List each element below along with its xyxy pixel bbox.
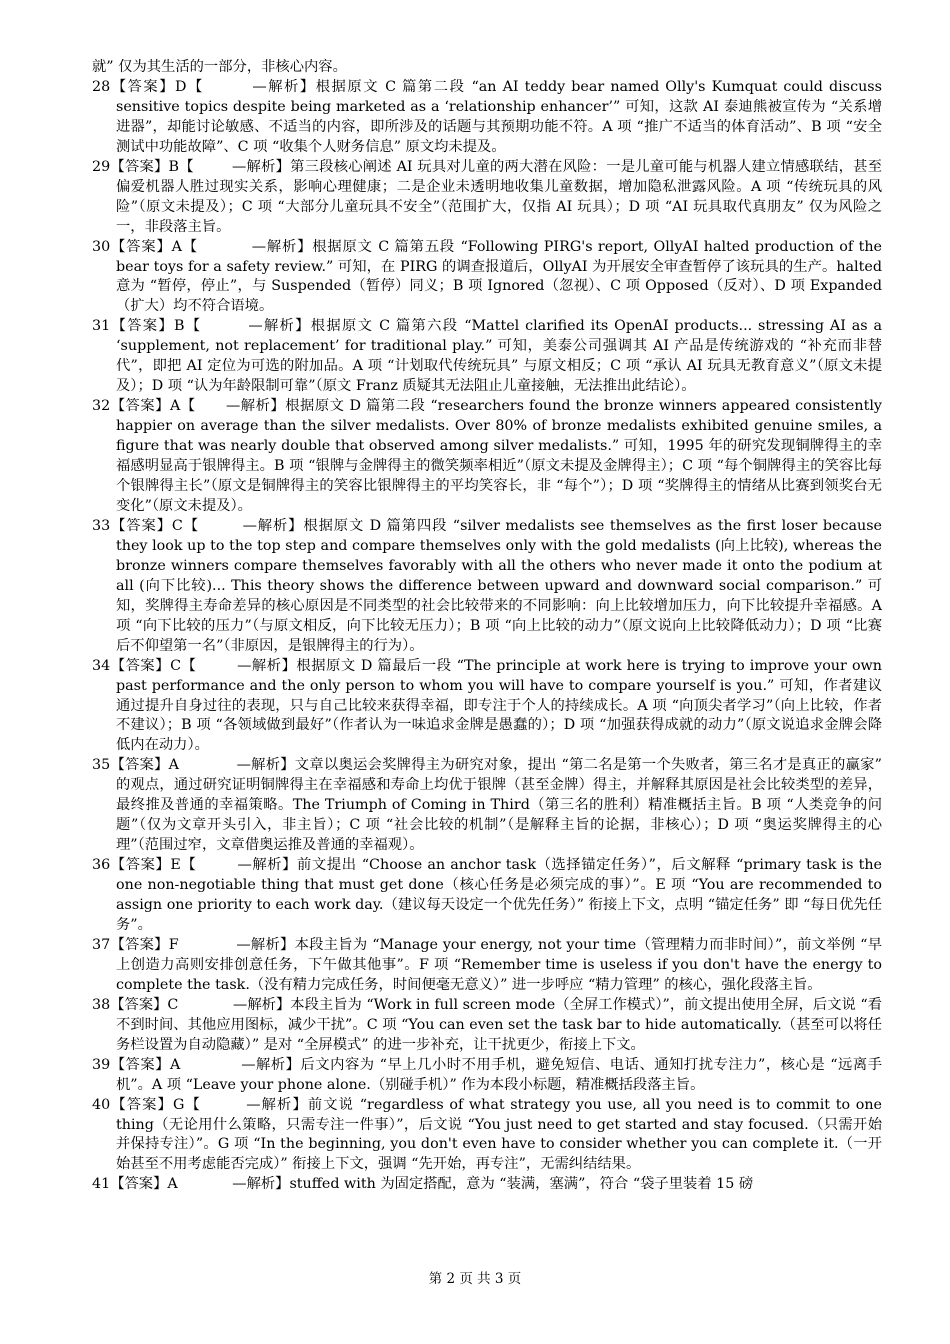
question-number: 39 — [92, 1056, 111, 1073]
question-number: 31 — [92, 318, 111, 335]
explanation-text: —解析】后文内容为 “早上几小时不用手机，避免短信、电话、通知打扰专注力”，核心是 “远离手机”。A 项 “Leave your phone alone.（别碰手机）” 作为本段小标题，精准概括段落主旨。 — [116, 1056, 882, 1093]
answer-label: 【答案】G【 — [110, 1096, 201, 1113]
explanation-text: —解析】本段主旨为 “Work in full screen mode（全屏工作模式）”，前文提出使用全屏，后文说 “看不到时间、其他应用图标，减少干扰”。C 项 “You can even set the task bar to hide automatically.（甚至可以将任务栏设置为自动隐藏）” 是对 “全屏模式” 的进一步补充，让干扰更少，衔接上下文。 — [116, 996, 882, 1053]
explanation-text: —解析】前文提出 “Choose an anchor task（选择锚定任务）”，后文解释 “primary task is the one non-negotiable thing that must get done（核心任务是必须完成的事）”。E 项 “You are recommended to assign one priority to each work day.（建议每天设定一个优先任务）” 衔接上下文，点明 “锚定任务” 即 “每日优先任务”。 — [116, 857, 883, 933]
answer-label: 【答案】A【 — [110, 238, 198, 255]
answer-label: 【答案】A【 — [110, 398, 196, 415]
answer-gap — [178, 997, 233, 1013]
answer-gap — [204, 79, 253, 95]
answer-entry-33 — [92, 517, 882, 657]
answer-label: 【答案】B【 — [110, 158, 194, 175]
question-number: 33 — [92, 517, 111, 534]
answer-entry-31 — [92, 317, 882, 397]
answer-entry-37 — [92, 936, 882, 996]
question-number: 29 — [92, 158, 111, 175]
answer-entry-32 — [92, 397, 882, 517]
answer-gap — [196, 857, 237, 873]
answer-entry-35 — [92, 756, 882, 856]
answer-entry-36 — [92, 856, 882, 936]
answer-label: 【答案】A — [110, 757, 179, 774]
answer-label: 【答案】A — [110, 1176, 178, 1193]
answer-gap — [199, 518, 243, 534]
answer-gap — [201, 318, 248, 334]
question-number: 34 — [92, 657, 111, 674]
lead-in-text: 就” 仅为其生活的一部分，非核心内容。 — [92, 59, 347, 75]
answer-entries — [92, 78, 882, 1195]
answer-gap — [179, 937, 237, 953]
answer-label: 【答案】F — [110, 936, 179, 953]
explanation-text: —解析】文章以奥运会奖牌得主为研究对象，提出 “第二名是第一个失败者，第三名才是真正的赢家” 的观点，通过研究证明铜牌得主在幸福感和寿命上均优于银牌（甚至金牌）得主，并解释其原因是社会比较类型的差异，最终推及普通的幸福策略。The Triumph of Coming in Third（第三名的胜利）精准概括主旨。B 项 “人类竞争的问题”（仅为文章开头引入，非主旨）；C 项 “社会比较的机制”（是解释主旨的论据，非核心）；D 项 “奥运奖牌得主的心理”（范围过窄，文章借奥运推及普通的幸福观）。 — [116, 757, 882, 854]
question-number: 41 — [92, 1176, 111, 1193]
question-number: 40 — [92, 1096, 111, 1113]
answer-gap — [196, 658, 237, 674]
explanation-text: —解析】根据原文 C 篇第五段 “Following PIRG's report, OllyAI halted production of the bear toys for a safety review.” 可知，在 PIRG 的调查报道后，OllyAI 为开展安全审查暂停了该玩具的生产。halted 意为 “暂停，停止”，与 Suspended（暂停）同义；B 项 Ignored（忽视）、C 项 Opposed（反对）、D 项 Expanded（扩大）均不符合语境。 — [116, 238, 882, 315]
answer-gap — [180, 1057, 241, 1073]
answer-entry-28 — [92, 78, 882, 158]
explanation-text: —解析】根据原文 D 篇最后一段 “The principle at work here is trying to improve your own past performance and the only person to whom you will have to compare yourself is you.” 可知，作者建议通过提升自身过往的表现，只与自己比较来获得幸福，即专注于个人的持续成长。A 项 “向顶尖者学习”（向上比较，作者不建议）；B 项 “各领域做到最好”（作者认为一味追求金牌是愚蠢的）；D 项 “加强获得成就的动力”（原文说追求金牌会降低内在动力）。 — [116, 657, 882, 754]
explanation-text: —解析】根据原文 D 篇第四段 “silver medalists see themselves as the first loser because they look up to the top step and compare themselves only with the gold medalists (向上比较), whereas the bronze winners compare themselves favorably with all the others who never made it onto the podium at all (向下比较)... This theory shows the difference between upward and downward social comparison.” 可知，奖牌得主寿命差异的核心原因是不同类型的社会比较带来的不同影响：向上比较增加压力，向下比较提升幸福感。A 项 “向下比较的压力”（与原文相反，向下比较无压力）；B 项 “向上比较的动力”（原文说向上比较降低动力）；D 项 “比赛后不仰望第一名”（非原因，是银牌得主的行为）。 — [116, 517, 882, 654]
answer-entry-41 — [92, 1175, 882, 1195]
answer-gap — [178, 1176, 233, 1192]
answer-gap — [179, 757, 237, 773]
answer-label: 【答案】B【 — [110, 318, 202, 335]
answer-explanation-page — [92, 58, 882, 1195]
question-number: 32 — [92, 398, 111, 415]
answer-label: 【答案】C【 — [110, 657, 197, 674]
answer-entry-30 — [92, 238, 882, 318]
explanation-text: —解析】前文说 “regardless of what strategy you use, all you need is to commit to one thing（无论用什么策略，只需专注一件事）”，后文说 “You just need to get started and stay focused.（只需开始并保持专注）”。G 项 “In the beginning, you don't even have to consider whether you can complete it.（一开始甚至不用考虑能否完成）” 衔接上下文，强调 “先开始，再专注”，无需纠结结果。 — [116, 1096, 883, 1173]
answer-entry-38 — [92, 996, 882, 1056]
question-number: 28 — [92, 78, 111, 95]
question-number: 38 — [92, 996, 111, 1013]
explanation-text: —解析】根据原文 C 篇第二段 “an AI teddy bear named Olly's Kumquat could discuss sensitive topics despite being marketed as a ‘relationship enhancer’” 可知，这款 AI 泰迪熊被宣传为 “关系增进器”，却能讨论敏感、不适当的内容，即所涉及的话题与其预期功能不符。A 项 “推广不适当的体育活动”、B 项 “安全测试中功能故障”、C 项 “收集个人财务信息” 原文均未提及。 — [116, 78, 882, 155]
answer-entry-34 — [92, 657, 882, 757]
explanation-text: —解析】本段主旨为 “Manage your energy, not your time（管理精力而非时间）”，前文举例 “早上创造力高则安排创意任务，下午做其他事”。F 项 “Remember time is useless if you don't have the energy to complete the task.（没有精力完成任务，时间便毫无意义）” 进一步呼应 “精力管理” 的核心，强化段落主旨。 — [116, 936, 883, 993]
explanation-text: —解析】stuffed with 为固定搭配，意为 “装满，塞满”，符合 “袋子里装着 15 磅 — [232, 1176, 754, 1193]
answer-gap — [201, 1097, 246, 1113]
explanation-text: —解析】第三段核心阐述 AI 玩具对儿童的两大潜在风险：一是儿童可能与机器人建立情感联结，甚至偏爱机器人胜过现实关系，影响心理健康；二是企业未透明地收集儿童数据，增加隐私泄露风险。A 项 “传统玩具的风险”（原文未提及）；C 项 “大部分儿童玩具不安全”（范围扩大，仅指 AI 玩具）；D 项 “AI 玩具取代真朋友” 仅为风险之一，非段落主旨。 — [116, 158, 882, 235]
question-number: 30 — [92, 238, 111, 255]
answer-label: 【答案】D【 — [110, 78, 204, 95]
page-footer: 第 2 页 共 3 页 — [428, 1271, 522, 1287]
explanation-text: —解析】根据原文 C 篇第六段 “Mattel clarified its OpenAI products... stressing AI as a ‘supplement, not replacement’ for traditional play.” 可知，美泰公司强调其 AI 产品是传统游戏的 “补充而非替代”，即把 AI 定位为可选的附加品。A 项 “计划取代传统玩具” 与原文相反；C 项 “承认 AI 玩具无教育意义”（原文未提及）；D 项 “认为年龄限制可靠”（原文 Franz 质疑其无法阻止儿童接触，无法推出此结论）。 — [116, 318, 882, 395]
explanation-text: —解析】根据原文 D 篇第二段 “researchers found the bronze winners appeared consistently happier on average than the silver medalists. Over 80% of bronze medalists exhibited genuine smiles, a figure that was nearly double that observed among silver medalists.” 可知，1995 年的研究发现铜牌得主的幸福感明显高于银牌得主。B 项 “银牌与金牌得主的微笑频率相近”（原文未提及金牌得主）；C 项 “每个铜牌得主的笑容比每个银牌得主长”（原文是铜牌得主的笑容比银牌得主的平均笑容长，非 “每个”）；D 项 “奖牌得主的情绪从比赛到领奖台无变化”（原文未提及）。 — [116, 398, 882, 514]
answer-entry-29 — [92, 158, 882, 238]
question-number: 36 — [92, 857, 111, 874]
answer-entry-39 — [92, 1056, 882, 1096]
answer-label: 【答案】A — [110, 1056, 181, 1073]
answer-label: 【答案】E【 — [110, 857, 197, 874]
answer-gap — [196, 398, 226, 414]
question-number: 35 — [92, 757, 111, 774]
answer-gap — [194, 159, 232, 175]
question-number: 37 — [92, 936, 111, 953]
answer-label: 【答案】C — [110, 996, 179, 1013]
answer-label: 【答案】C【 — [110, 517, 199, 534]
answer-gap — [198, 239, 252, 255]
answer-entry-40 — [92, 1096, 882, 1176]
